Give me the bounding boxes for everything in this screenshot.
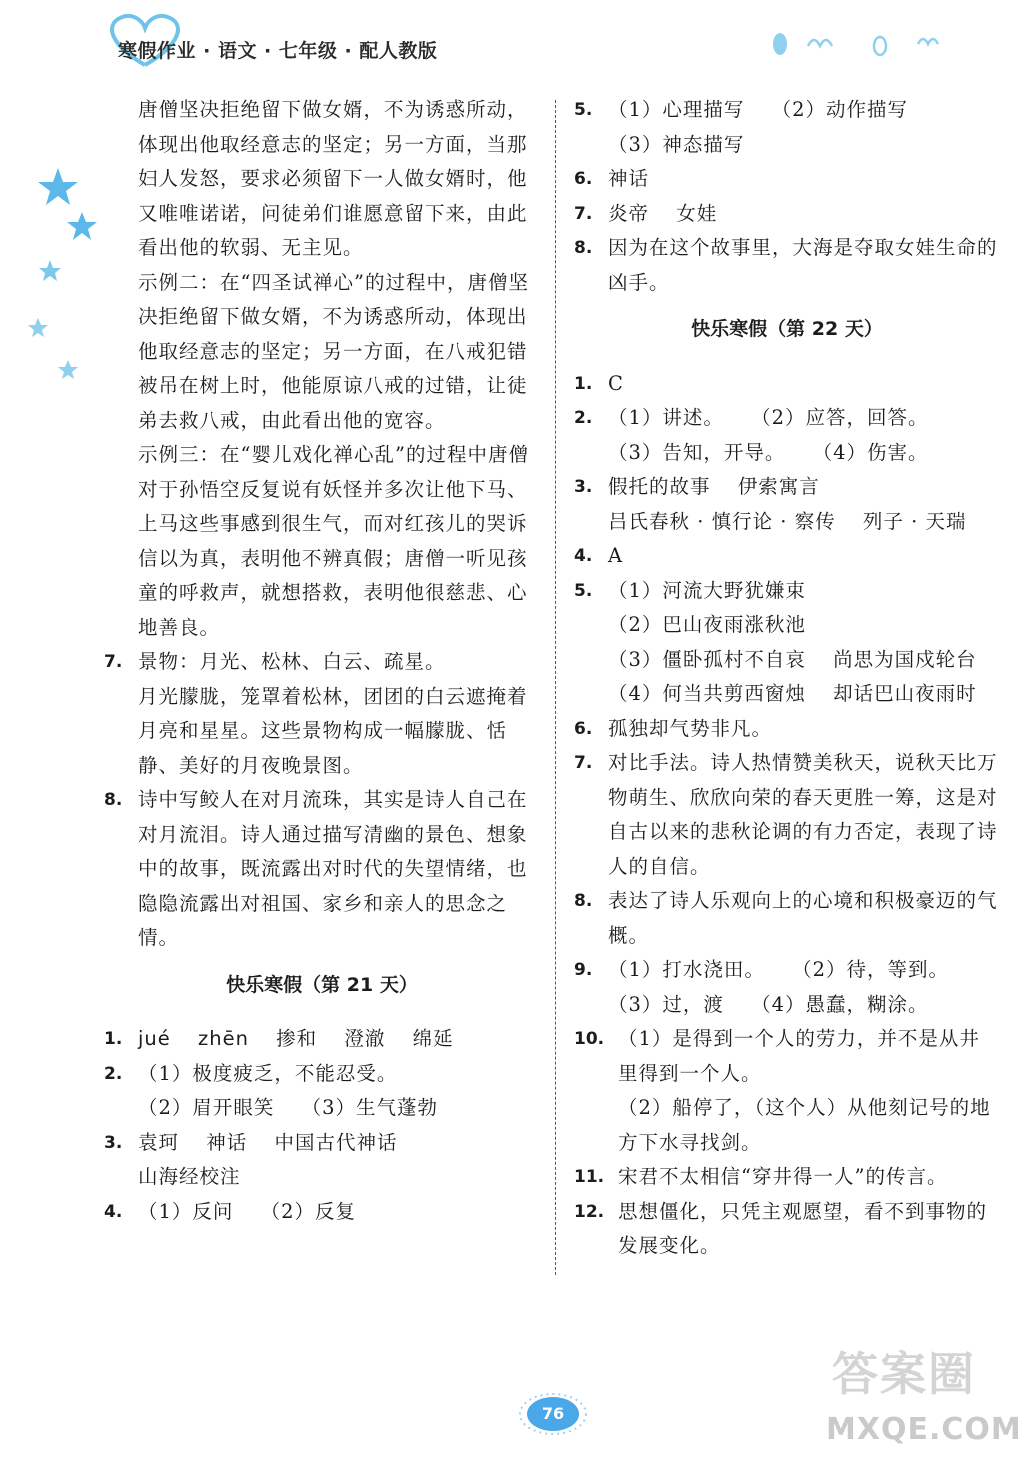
answer-text: （4）愚蠢，糊涂。 <box>751 992 929 1016</box>
question-number: 4. <box>574 546 593 566</box>
answer-text: 澄澈 <box>344 1027 386 1050</box>
answer-text: （2）船停了，（这个人）从他刻记号的地方下水寻找剑。 <box>618 1096 991 1154</box>
answer-text: 尚思为国戍轮台 <box>833 647 977 671</box>
answer-text: （2）应答，回答。 <box>751 406 929 429</box>
watermark-logo <box>822 1338 1022 1454</box>
list-item <box>574 953 1000 1022</box>
answer-text: （4）伤害。 <box>812 440 929 464</box>
question-number: 10. <box>574 1029 605 1049</box>
list-item <box>574 162 1000 197</box>
answer-paragraph: 唐僧坚决拒绝留下做女婿，不为诱惑所动，体现出他取经意志的坚定；另一方面，当那妇人发怒，要求必须留下一人做女婿时，他又唯唯诺诺，问徒弟们谁愿意留下来，由此看出他的软弱、无主见。 <box>138 98 528 259</box>
answer-text: 女娃 <box>676 201 718 225</box>
list-item <box>574 539 1000 574</box>
answer-paragraph: 示例二：在“四圣试禅心”的过程中，唐僧坚决拒绝留下做女婿，不为诱惑所动，体现出他取经意志的坚定；另一方面，在八戒犯错被吊在树上时，他能原谅八戒的过错，让徒弟去救八戒，由此看出他的宽容。 <box>138 270 529 432</box>
answer-text: 宋君不太相信“穿井得一人”的传言。 <box>618 1165 948 1188</box>
answer-text: 绵延 <box>412 1027 454 1050</box>
question-number: 1. <box>104 1029 123 1049</box>
star-decoration-icon <box>20 160 100 390</box>
answer-text: zhēn <box>197 1027 249 1050</box>
list-item <box>574 884 1000 953</box>
answer-text: （1）讲述。 <box>608 406 724 429</box>
answer-text: 神话 <box>608 167 650 190</box>
list-item <box>574 1195 1000 1264</box>
answer-text: jué <box>138 1027 171 1050</box>
question-number: 9. <box>574 960 593 980</box>
answer-text: 伊索寓言 <box>737 475 820 498</box>
answer-text: （3）神态描写 <box>608 132 745 156</box>
question-number: 8. <box>574 891 593 911</box>
answer-text: 景物：月光、松林、白云、疏星。 <box>138 650 446 673</box>
balloon-decoration-icon <box>768 26 958 66</box>
list-item <box>574 197 1000 232</box>
answer-text: 月光朦胧，笼罩着松林，团团的白云遮掩着月亮和星星。这些景物构成一幅朦胧、恬静、美好的月夜晚景图。 <box>138 684 528 777</box>
left-column <box>104 93 540 1229</box>
list-item <box>574 367 1000 402</box>
answer-text: A <box>608 544 624 567</box>
answer-text: （1）心理描写 <box>608 98 745 121</box>
question-number: 3. <box>574 477 593 497</box>
list-item <box>574 1160 1000 1195</box>
answer-text: 对比手法。诗人热情赞美秋天，说秋天比万物萌生、欣欣向荣的春天更胜一筹，这是对自古以来的悲秋论调的有力否定，表现了诗人的自信。 <box>608 751 998 878</box>
page-number: 76 <box>527 1397 579 1431</box>
list-item <box>104 1195 540 1230</box>
list-item <box>574 231 1000 300</box>
question-number: 5. <box>574 580 593 601</box>
page-header <box>0 0 1000 90</box>
list-item <box>574 574 1000 712</box>
answer-text: （1）打水浇田。 <box>608 958 765 981</box>
question-number: 7. <box>574 203 593 224</box>
list-item <box>104 1126 540 1195</box>
answer-text: C <box>608 371 624 395</box>
answer-text: 思想僵化，只凭主观愿望，看不到事物的发展变化。 <box>618 1199 988 1257</box>
question-number: 7. <box>104 652 123 672</box>
question-number: 1. <box>574 373 593 394</box>
answer-text: 掺和 <box>276 1027 318 1050</box>
question-number: 6. <box>574 718 593 739</box>
question-number: 7. <box>574 753 593 773</box>
watermark-domain: MXQE.COM <box>826 1412 1022 1447</box>
answer-text: （3）僵卧孤村不自哀 <box>608 647 806 671</box>
question-number: 6. <box>574 169 593 189</box>
answer-text: （3）过，渡 <box>608 992 724 1016</box>
answer-text: （2）动作描写 <box>771 98 909 121</box>
list-item <box>104 1057 540 1126</box>
right-column <box>574 93 1000 1264</box>
page-number-badge <box>518 1392 588 1436</box>
header-title: 寒假作业 · 语文 · 七年级 · 配人教版 <box>118 40 438 62</box>
list-item <box>574 712 1000 747</box>
answer-text: （2）巴山夜雨涨秋池 <box>608 613 806 636</box>
answer-text: 炎帝 <box>608 201 650 225</box>
answer-text: 袁珂 <box>138 1130 180 1154</box>
list-item <box>574 746 1000 884</box>
answer-text: （1）极度疲乏，不能忍受。 <box>138 1061 398 1085</box>
answer-text: （1）是得到一个人的劳力，并不是从井里得到一个人。 <box>618 1027 980 1085</box>
question-number: 8. <box>574 238 593 258</box>
answer-text: （3）告知，开导。 <box>608 440 786 464</box>
answer-text: （2）眉开眼笑 <box>138 1096 275 1119</box>
answer-text: 神话 <box>206 1130 248 1154</box>
column-divider <box>555 100 556 1275</box>
answer-text: （2）反复 <box>260 1199 357 1223</box>
answer-text: 因为在这个故事里，大海是夺取女娃生命的凶手。 <box>608 236 998 294</box>
question-number: 5. <box>574 100 593 120</box>
answer-text: 山海经校注 <box>138 1165 241 1188</box>
question-number: 2. <box>574 408 593 428</box>
list-item <box>574 401 1000 470</box>
answer-text: 诗中写鲛人在对月流珠，其实是诗人自己在对月流泪。诗人通过描写清幽的景色、想象中的故事，既流露出对时代的失望情绪，也隐隐流露出对祖国、家乡和亲人的思念之情。 <box>138 788 528 949</box>
question-number: 3. <box>104 1132 123 1153</box>
section-title: 快乐寒假（第 22 天） <box>691 318 883 340</box>
answer-text: （3）生气蓬勃 <box>301 1096 439 1119</box>
list-item <box>574 1022 1000 1160</box>
section-title: 快乐寒假（第 21 天） <box>226 973 418 996</box>
list-item <box>574 93 1000 162</box>
question-number: 12. <box>574 1201 605 1222</box>
answer-text: 列子 · 天瑞 <box>862 509 967 533</box>
answer-text: 孤独却气势非凡。 <box>608 716 773 740</box>
list-item <box>104 783 540 956</box>
answer-text: （4）何当共剪西窗烛 <box>608 682 806 705</box>
answer-text: 假托的故事 <box>608 475 711 498</box>
answer-paragraph: 示例三：在“婴儿戏化禅心乱”的过程中唐僧对于孙悟空反复说有妖怪并多次让他下马、上马这些事感到很生气，而对红孩儿的哭诉信以为真，表明他不辨真假；唐僧一听见孩童的呼救声，就想搭救，表明他很慈悲、心地善良。 <box>138 443 529 639</box>
answer-text: 中国古代神话 <box>274 1130 398 1154</box>
answer-text: 吕氏春秋 · 慎行论 · 察传 <box>608 509 836 533</box>
answer-text: （2）待，等到。 <box>792 958 950 981</box>
answer-text: （1）反问 <box>138 1199 234 1223</box>
list-item <box>104 645 540 783</box>
watermark-brand: 答案圈 <box>832 1347 976 1401</box>
answer-text: （1）河流大野犹嫌束 <box>608 578 806 602</box>
answer-text: 却话巴山夜雨时 <box>833 682 977 705</box>
question-number: 11. <box>574 1167 605 1187</box>
answer-text: 表达了诗人乐观向上的心境和积极豪迈的气概。 <box>608 889 998 947</box>
question-number: 2. <box>104 1063 123 1084</box>
question-number: 8. <box>104 790 123 810</box>
question-number: 4. <box>104 1201 123 1222</box>
list-item <box>104 1022 540 1057</box>
list-item <box>574 470 1000 539</box>
